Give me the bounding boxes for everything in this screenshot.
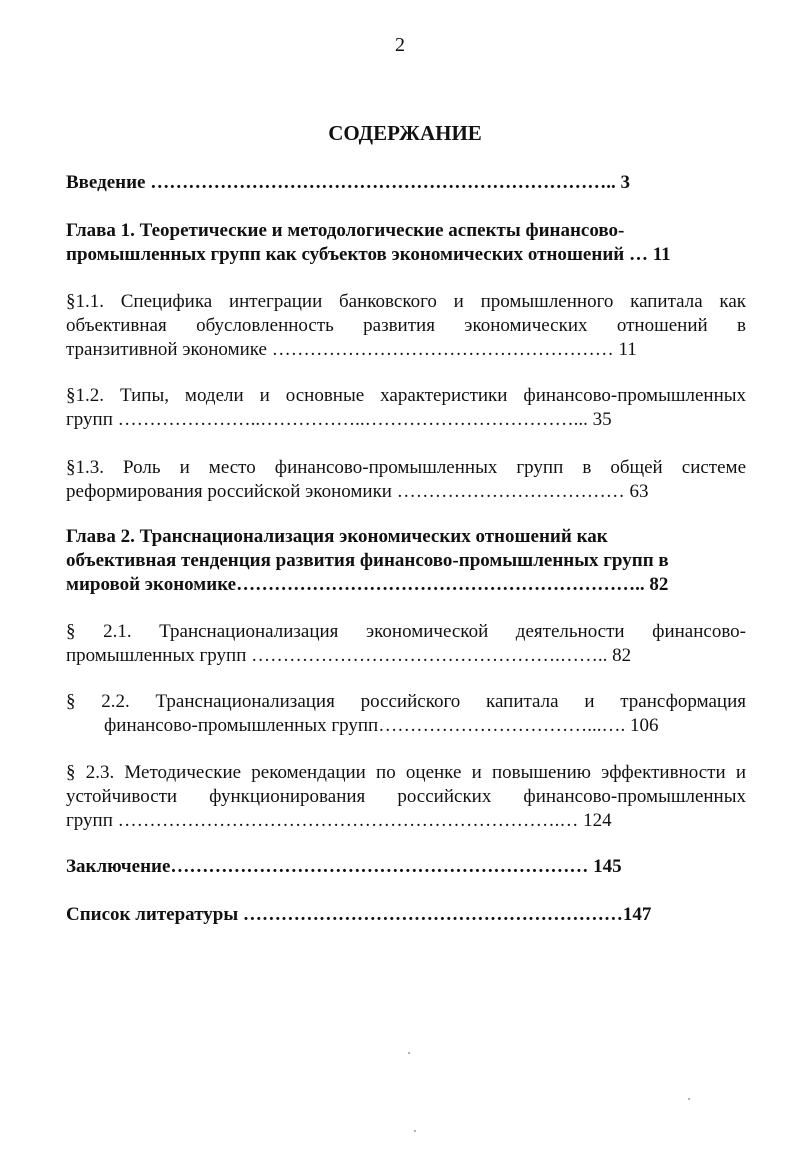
toc-intro: Введение ……………………………………………………………….. 3 <box>66 172 630 193</box>
toc-section-2-1-line-2: промышленных групп ………………………………………….…….. 82 <box>66 645 632 666</box>
toc-section-1-1-line-1: §1.1. Специфика интеграции банковского и промышленного капитала как <box>66 291 746 312</box>
page-title: СОДЕРЖАНИЕ <box>328 121 482 145</box>
scan-speck <box>688 1098 690 1100</box>
toc-section-1-1-line-2: объективная обусловленность развития экономических отношений в <box>66 315 746 336</box>
toc-section-2-3-line-1: § 2.3. Методические рекомендации по оценке и повышению эффективности и <box>66 762 746 783</box>
toc-conclusion: Заключение………………………………………………………… 145 <box>66 856 622 877</box>
toc-section-1-3-line-1: §1.3. Роль и место финансово-промышленных групп в общей системе <box>66 457 746 478</box>
page-number: 2 <box>395 34 405 56</box>
toc-chapter-2-line-2: объективная тенденция развития финансово-промышленных групп в <box>66 550 669 571</box>
toc-section-2-3-line-3: групп …………………………………………………………….… 124 <box>66 810 612 831</box>
toc-bibliography: Список литературы ……………………………………………………147 <box>66 904 652 925</box>
toc-section-1-2-line-2: групп …………………..……………..……………………………... 35 <box>66 409 612 430</box>
toc-chapter-1-line-2: промышленных групп как субъектов экономических отношений … 11 <box>66 244 671 265</box>
toc-section-2-1-line-1: § 2.1. Транснационализация экономической деятельности финансово- <box>66 621 746 642</box>
toc-section-2-2-line-1: § 2.2. Транснационализация российского капитала и трансформация <box>66 691 746 712</box>
toc-section-1-2-line-1: §1.2. Типы, модели и основные характеристики финансово-промышленных <box>66 385 746 406</box>
toc-section-2-2-line-2: финансово-промышленных групп……………………………...…. 106 <box>104 715 659 736</box>
toc-section-2-3-line-2: устойчивости функционирования российских финансово-промышленных <box>66 786 746 807</box>
toc-section-1-1-line-3: транзитивной экономике ……………………………………………… 11 <box>66 339 637 360</box>
scan-speck <box>414 1130 416 1132</box>
toc-chapter-2-line-3: мировой экономике……………………………………………………….. 82 <box>66 574 669 595</box>
scan-speck <box>408 1052 410 1054</box>
toc-chapter-1-line-1: Глава 1. Теоретические и методологические аспекты финансово- <box>66 220 625 241</box>
toc-section-1-3-line-2: реформирования российской экономики ……………………………… 63 <box>66 481 649 502</box>
toc-chapter-2-line-1: Глава 2. Транснационализация экономических отношений как <box>66 526 608 547</box>
